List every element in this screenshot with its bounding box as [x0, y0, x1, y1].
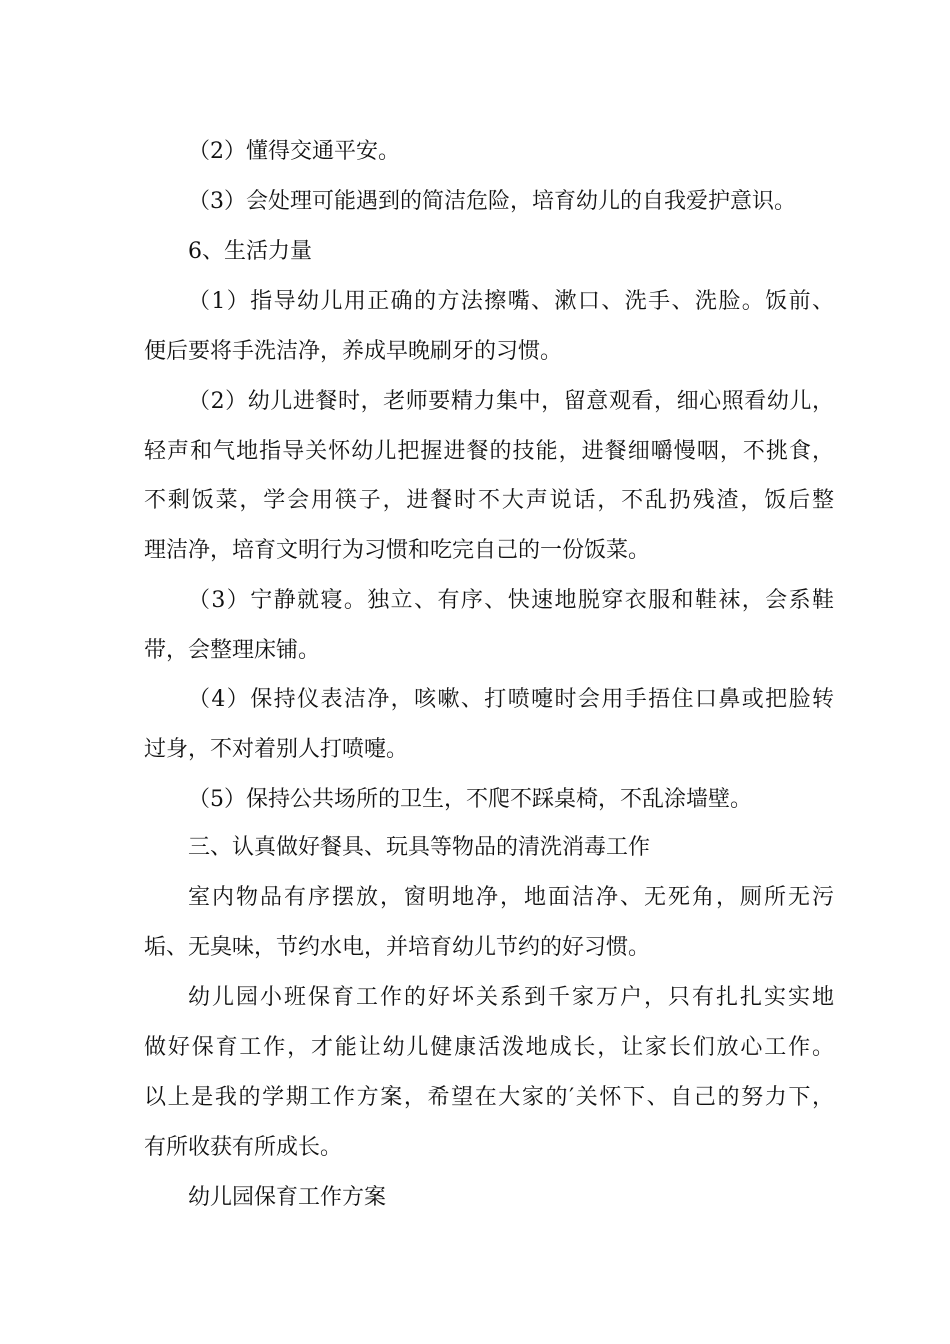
section-heading: 6、生活力量 [188, 239, 312, 264]
paragraph-line: （1）指导幼儿用正确的方法擦嘴、漱口、洗手、洗脸。饭前、 [188, 289, 834, 314]
paragraph-line: （3）宁静就寝。独立、有序、快速地脱穿衣服和鞋袜，会系鞋 [188, 588, 834, 613]
paragraph-line: （2）懂得交通平安。 [188, 139, 400, 164]
paragraph-line: 理洁净，培育文明行为习惯和吃完自己的一份饭菜。 [144, 538, 651, 563]
document-title: 幼儿园保育工作方案 [188, 1185, 387, 1210]
paragraph-line: 过身，不对着别人打喷嚏。 [144, 737, 409, 762]
paragraph-line: 垢、无臭味，节约水电，并培育幼儿节约的好习惯。 [144, 935, 651, 960]
paragraph-line: （2）幼儿进餐时，老师要精力集中，留意观看，细心照看幼儿， [188, 389, 834, 414]
paragraph-line: 做好保育工作，才能让幼儿健康活泼地成长，让家长们放心工作。 [144, 1035, 834, 1060]
paragraph-line: （4）保持仪表洁净，咳嗽、打喷嚏时会用手捂住口鼻或把脸转 [188, 687, 834, 712]
paragraph-line: 轻声和气地指导关怀幼儿把握进餐的技能，进餐细嚼慢咽，不挑食， [144, 439, 834, 464]
paragraph-line: （3）会处理可能遇到的简洁危险，培育幼儿的自我爱护意识。 [188, 189, 796, 214]
paragraph-line: 不剩饭菜，学会用筷子，进餐时不大声说话，不乱扔残渣，饭后整 [144, 488, 834, 513]
section-heading: 三、认真做好餐具、玩具等物品的清洗消毒工作 [188, 835, 651, 860]
paragraph-line: 以上是我的学期工作方案，希望在大家的′关怀下、自己的努力下， [144, 1085, 834, 1110]
paragraph-line: （5）保持公共场所的卫生，不爬不踩桌椅，不乱涂墙壁。 [188, 787, 752, 812]
paragraph-line: 室内物品有序摆放，窗明地净，地面洁净、无死角，厕所无污 [188, 885, 834, 910]
paragraph-line: 幼儿园小班保育工作的好坏关系到千家万户，只有扎扎实实地 [188, 985, 834, 1010]
paragraph-line: 有所收获有所成长。 [144, 1135, 343, 1160]
paragraph-line: 带，会整理床铺。 [144, 638, 321, 663]
paragraph-line: 便后要将手洗洁净，养成早晚刷牙的习惯。 [144, 339, 563, 364]
